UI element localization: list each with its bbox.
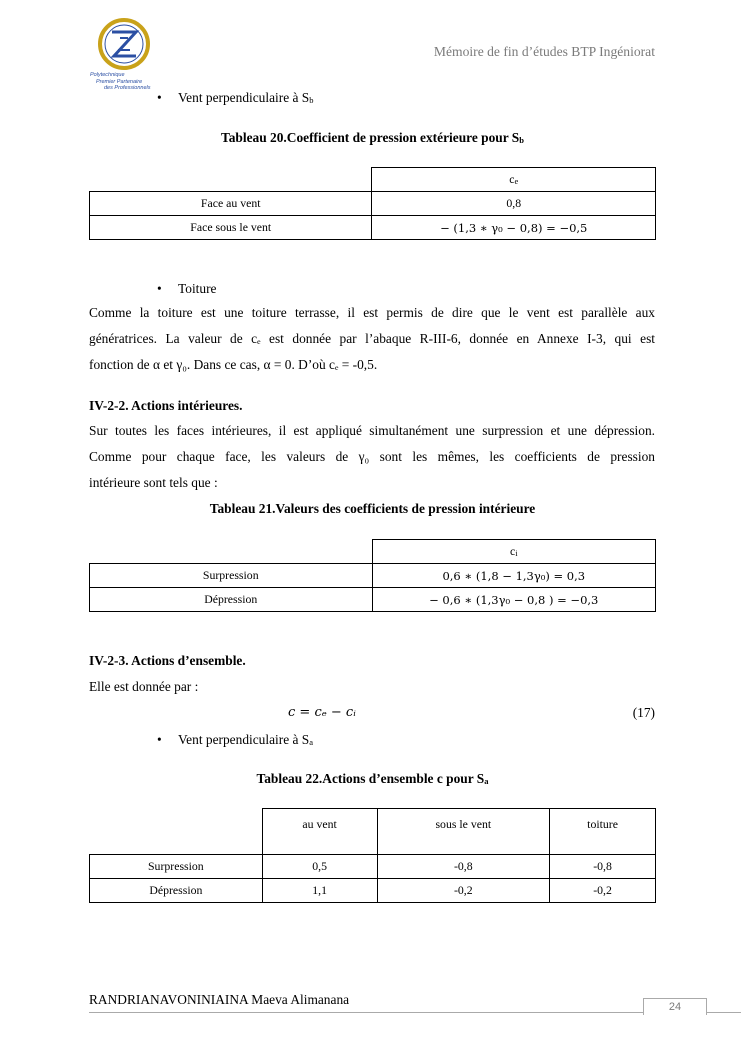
bullet-dot: • [157, 281, 162, 296]
table21 [89, 539, 656, 612]
bullet-vent-sa: • Vent perpendiculaire à $S_a$ [157, 732, 314, 747]
bullet-vent-sb [157, 90, 314, 106]
paragraph-toiture [89, 300, 655, 378]
table22-header: toiture [550, 809, 656, 855]
table20-header-ce: $c_e$ [372, 168, 656, 192]
header-title: Mémoire de fin d’études BTP Ingéniorat [433, 44, 655, 59]
paragraph-iv-2-3-intro: Elle est donnée par : [89, 679, 199, 694]
paragraph-line: intérieure sont tels que : [89, 475, 218, 490]
paragraph-line: Comme pour chaque face, les valeurs de γ₀ sont les mêmes, les coefficients de pression [89, 449, 655, 464]
table21-header-ci: $c_i$ [372, 540, 655, 564]
logo-line-1: Polytechnique [90, 72, 125, 78]
table-cell-empty [90, 540, 373, 564]
table-cell-value: -0,2 [550, 879, 656, 903]
bullet-dot: • [157, 732, 162, 747]
heading-iv-2-3: IV-2-3. Actions d’ensemble. [89, 653, 246, 668]
page-number: 24 [643, 998, 707, 1015]
heading-iv-2-2: IV-2-2. Actions intérieures. [89, 398, 243, 413]
school-logo [84, 16, 164, 96]
table-cell-label: Face sous le vent [90, 216, 372, 240]
table-cell-empty [90, 809, 263, 855]
table-row [90, 855, 656, 879]
bullet-toiture: • Toiture [157, 281, 217, 296]
table-row [90, 168, 656, 192]
bullet-sb-text: Vent perpendiculaire à S [178, 90, 310, 105]
paragraph-line: génératrices. La valeur de cₑ est donnée par l’abaque R-III-6, donnée en Annexe I-3, qui est [89, 331, 655, 346]
table20-caption: Tableau 20.Coefficient de pression extérieure pour $S_b$ [221, 130, 524, 145]
table21-caption: Tableau 21.Valeurs des coefficients de pression intérieure [209, 501, 536, 516]
table22-header: au vent [262, 809, 377, 855]
logo-line-3: des Professionnels [104, 85, 151, 91]
equation-number: (17) [632, 705, 655, 720]
table-cell-label: Dépression [90, 879, 263, 903]
table-row [90, 540, 656, 564]
table-cell-value: 0,5 [262, 855, 377, 879]
table-cell-label: Face au vent [90, 192, 372, 216]
equation-17: c = cₑ − cᵢ [288, 705, 356, 720]
table-cell-empty [90, 168, 372, 192]
paragraph-line: Comme la toiture est une toiture terrasse, il est permis de dire que le vent est parallèle aux [89, 305, 655, 320]
logo-line-2: Premier Partenaire [96, 78, 143, 85]
table-row [90, 564, 656, 588]
table-cell-label: Surpression [90, 564, 373, 588]
table-cell-value: 0,6 ∗ (1,8 − 1,3γ₀) = 0,3 [372, 564, 655, 588]
table-cell-value: 1,1 [262, 879, 377, 903]
table-row [90, 809, 656, 855]
table-cell-label: Surpression [90, 855, 263, 879]
table-cell-value: − 0,6 ∗ (1,3γ₀ − 0,8 ) = −0,3 [372, 588, 655, 612]
table22-header: sous le vent [377, 809, 550, 855]
paragraph-line: fonction de α et γ₀. Dans ce cas, α = 0. D’où cₑ = -0,5. [89, 357, 378, 372]
footer-author: RANDRIANAVONINIAINA Maeva Alimanana [89, 992, 350, 1007]
table-row [90, 192, 656, 216]
table-cell-value: − (1,3 ∗ γ₀ − 0,8) = −0,5 [372, 216, 656, 240]
table22-caption: Tableau 22.Actions d’ensemble c pour $S_a$ [256, 771, 489, 786]
paragraph-iv-2-2 [89, 418, 655, 496]
table22 [89, 808, 656, 903]
table20 [89, 167, 656, 240]
bullet-sb-sub: b [309, 95, 314, 105]
table-row [90, 216, 656, 240]
table-cell-label: Dépression [90, 588, 373, 612]
paragraph-line: Sur toutes les faces intérieures, il est appliqué simultanément une surpression et une dépression. [89, 423, 655, 438]
table-cell-value: 0,8 [372, 192, 656, 216]
table-row [90, 879, 656, 903]
bullet-dot: • [157, 90, 162, 105]
table-cell-value: -0,8 [550, 855, 656, 879]
table-cell-value: -0,8 [377, 855, 550, 879]
table-cell-value: -0,2 [377, 879, 550, 903]
table-row [90, 588, 656, 612]
